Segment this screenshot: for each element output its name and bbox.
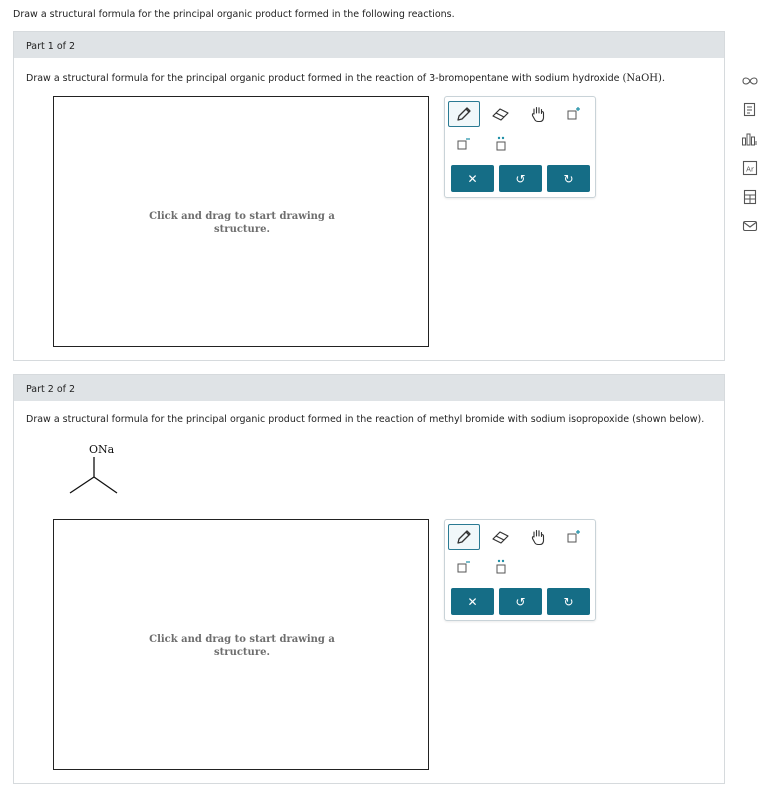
eraser-icon — [491, 106, 511, 122]
lone-pair-tool[interactable] — [485, 131, 517, 157]
remove-charge-icon — [455, 135, 473, 153]
pencil-icon — [455, 528, 473, 546]
hand-tool[interactable] — [522, 524, 554, 550]
lone-pair-tool[interactable] — [485, 554, 517, 580]
remove-charge-icon — [455, 558, 473, 576]
part-2-panel — [13, 374, 725, 784]
pencil-tool[interactable] — [448, 524, 480, 550]
lone-pair-icon — [492, 558, 510, 576]
undo-button[interactable]: ↺ — [499, 588, 542, 615]
eraser-tool[interactable] — [485, 524, 517, 550]
lone-pair-icon — [492, 135, 510, 153]
eraser-tool[interactable] — [485, 101, 517, 127]
clear-button[interactable]: ✕ — [451, 165, 494, 192]
part-1-drawing-canvas[interactable] — [53, 96, 429, 347]
intro-text: Draw a structural formula for the principal organic product formed in the following reactions. — [13, 9, 455, 20]
add-charge-tool[interactable] — [558, 101, 590, 127]
part-1-toolbox — [444, 96, 596, 198]
hand-icon — [530, 528, 546, 546]
pencil-icon — [455, 105, 473, 123]
eraser-icon — [491, 529, 511, 545]
part-1-canvas-hint-line1: Click and drag to start drawing a — [149, 211, 335, 222]
hand-icon — [530, 105, 546, 123]
part-1-header: Part 1 of 2 — [14, 32, 724, 58]
remove-charge-tool[interactable] — [448, 131, 480, 157]
pencil-tool[interactable] — [448, 101, 480, 127]
redo-button[interactable]: ↻ — [547, 588, 590, 615]
add-charge-tool[interactable] — [558, 524, 590, 550]
part-2-question: Draw a structural formula for the principal organic product formed in the reaction of methyl bromide with sodium isopropoxide (shown below). — [26, 414, 705, 425]
part-2-canvas-hint — [54, 633, 430, 659]
add-charge-icon — [565, 105, 583, 123]
part-1-canvas-hint-line2: structure. — [214, 224, 270, 235]
structure-label-ona: ONa — [89, 443, 115, 456]
clear-button[interactable]: ✕ — [451, 588, 494, 615]
remove-charge-tool[interactable] — [448, 554, 480, 580]
structure-bonds — [68, 443, 120, 495]
part-1-question-text: Draw a structural formula for the principal organic product formed in the reaction of 3-bromopentane with sodium hydroxide — [26, 73, 623, 84]
add-charge-icon — [565, 528, 583, 546]
part-2-canvas-hint-line2: structure. — [214, 647, 270, 658]
periodic-table-icon[interactable] — [739, 157, 761, 179]
infinity-icon[interactable] — [739, 70, 761, 92]
part-2-header: Part 2 of 2 — [14, 375, 724, 401]
part-2-toolbox — [444, 519, 596, 621]
hand-tool[interactable] — [522, 101, 554, 127]
part-1-question-formula: (NaOH). — [622, 73, 666, 84]
part-1-panel — [13, 31, 725, 361]
undo-button[interactable]: ↺ — [499, 165, 542, 192]
svg-text:Ar: Ar — [746, 165, 754, 174]
isopropoxide-structure — [68, 443, 120, 495]
part-2-canvas-hint-line1: Click and drag to start drawing a — [149, 634, 335, 645]
part-2-drawing-canvas[interactable] — [53, 519, 429, 770]
notes-icon[interactable] — [739, 99, 761, 121]
chart-icon[interactable] — [739, 128, 761, 150]
mail-icon[interactable] — [739, 215, 761, 237]
calculator-icon[interactable] — [739, 186, 761, 208]
redo-button[interactable]: ↻ — [547, 165, 590, 192]
part-1-canvas-hint — [54, 210, 430, 236]
part-1-question — [26, 73, 665, 84]
